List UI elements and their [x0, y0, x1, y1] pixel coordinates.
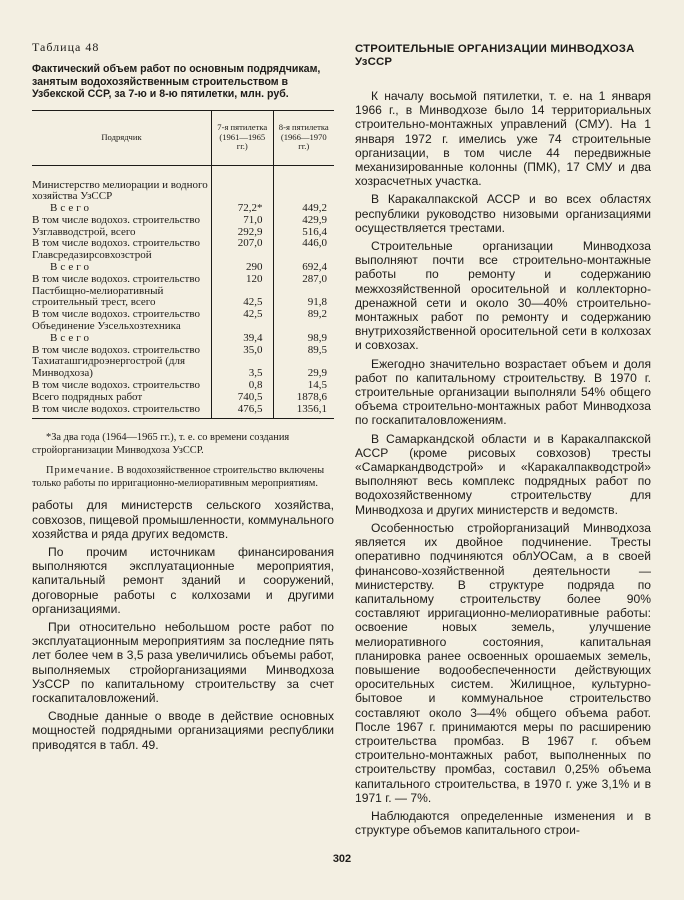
- right-paragraph: В Самаркандской области и в Каракалпакской АССР (кроме рисовых совхозов) тресты «Самаркандводстрой» и «Каракалпакводстрой» выполняют весь комплекс подрядных работ по водохозяйственному строительству для Минводхоза и других министерств и ведомств.: [355, 431, 651, 517]
- row-value-plan-7: 0,8: [212, 380, 274, 392]
- row-contractor: Министерство мелиорации и водного хозяйства УзССР: [32, 178, 208, 203]
- table-row: [32, 333, 334, 345]
- table-row: [32, 356, 334, 380]
- table-row: [32, 180, 334, 204]
- row-value-plan-7: [212, 321, 274, 333]
- row-contractor: В том числе водохоз. строительство: [32, 379, 200, 392]
- row-contractor: В том числе водохоз. строительство: [32, 237, 200, 250]
- row-value-plan-8: 516,4: [302, 225, 327, 238]
- table-footnote: *За два года (1964—1965 гг.), т. е. со времени создания стройорганизации Минводхоза УзССР.: [32, 432, 290, 457]
- right-paragraph: Наблюдаются определенные изменения и в структуре объемов капитального строи-: [355, 808, 651, 838]
- row-contractor: В том числе водохоз. строительство: [32, 308, 200, 321]
- right-paragraph: Особенностью стройорганизаций Минводхоза является их двойное подчинение. Тресты оперативно подчиняются облУОСам, а в своей финансово-хозяйственной деятельности — министерству. В структуре подряда по капитальному строительству более 90% составляют ирригационно-мелиоративные работы: освоение новых земель, улучшение мелиоративного состояния, капитальная планировка ранее освоенных орошаемых земель, повышение водообеспеченности действующих оросительных систем. Жилищное, культурно-бытовое и коммунальное строительство составляют около 3—4% общего объема работ. После 1967 г. принимаются меры по расширению строительства промбаз. В 1967 г. объем строительно-монтажных работ, выполненных по строительству промбаз, составил 0,25% объема капитального строительства, в 1970 г. уже 3,1% и в 1971 г. — 7%.: [355, 520, 651, 805]
- table-note: [32, 465, 334, 490]
- row-contractor: Всего: [50, 202, 92, 215]
- row-contractor: В том числе водохоз. строительство: [32, 272, 200, 285]
- right-paragraph: К началу восьмой пятилетки, т. е. на 1 января 1966 г., в Минводхозе было 14 территориальных строительно-монтажных управлений (СМУ). На 1 января 1972 г. имелись уже 74 строительные организации, в том числе 44 передвижные механизированные колонны (ПМК), 17 СМУ и два хозрасчетных участка.: [355, 89, 651, 189]
- row-value-plan-8: 1356,1: [273, 404, 334, 419]
- right-paragraph: Строительные организации Минводхоза выполняют почти все строительно-монтажные работы по ремонту и содержанию межхозяйственной оросительной и коллекторно-дренажной сети и около 30—40% строительно-монтажных работ по ремонту и содержанию внутрихозяйственной оросительной сети в колхозах и совхозах.: [355, 239, 651, 353]
- row-contractor: Узглавводстрой, всего: [32, 225, 136, 238]
- row-contractor: Главсредазирсовхозстрой: [32, 249, 152, 262]
- note-label: Примечание.: [46, 465, 115, 477]
- note-text: В водохозяйственное строительство включены только работы по ирригационно-мелиоративным мероприятиям.: [32, 465, 325, 489]
- header-plan-8: 8-я пятилетка (1966—1970 гг.): [273, 110, 334, 165]
- row-value-plan-7: 39,4: [212, 333, 274, 345]
- row-contractor: Объединение Узсельхозтехника: [32, 320, 181, 333]
- row-contractor: В том числе водохоз. строительство: [32, 404, 212, 419]
- row-value-plan-7: 207,0: [212, 238, 274, 250]
- row-value-plan-8: 446,0: [302, 237, 327, 250]
- left-body-text: [32, 498, 334, 751]
- left-column: [32, 40, 334, 756]
- left-paragraph: Сводные данные о вводе в действие основных мощностей подрядными организациями республики приводятся в табл. 49.: [32, 709, 334, 752]
- table-number: Таблица 48: [32, 40, 100, 54]
- row-value-plan-7: 292,9: [212, 227, 274, 239]
- table-row: [32, 404, 334, 419]
- table-spacer-row: [32, 165, 334, 180]
- row-contractor: Всего подрядных работ: [32, 390, 143, 403]
- right-body-text: [355, 89, 651, 837]
- row-value-plan-7: 290: [212, 262, 274, 274]
- row-value-plan-8: 692,4: [302, 261, 327, 274]
- row-contractor: Всего: [50, 261, 92, 274]
- table-row: [32, 274, 334, 286]
- right-paragraph: В Каракалпакской АССР и во всех областях республики руководство низовыми организациями осуществляется трестами.: [355, 192, 651, 235]
- table-row: [32, 392, 334, 404]
- row-value-plan-7: 42,5: [212, 309, 274, 321]
- row-contractor: Пастбищно-мелиоративный строительный трест, всего: [32, 284, 164, 309]
- table-body: [32, 165, 334, 419]
- row-value-plan-7: 42,5: [212, 286, 274, 310]
- row-value-plan-8: 89,5: [307, 343, 327, 356]
- row-value-plan-7: [212, 250, 274, 262]
- left-paragraph: работы для министерств сельского хозяйства, совхозов, пищевой промышленности, коммунального хозяйства и ряда других ведомств.: [32, 498, 334, 541]
- row-value-plan-8: 14,5: [307, 379, 327, 392]
- row-value-plan-8: 429,9: [302, 213, 327, 226]
- row-value-plan-8: 91,8: [307, 296, 327, 309]
- row-value-plan-8: 89,2: [307, 308, 327, 321]
- left-paragraph: При относительно небольшом росте работ по эксплуатационным мероприятиям за последние пять лет более чем в 3,5 раза увеличились объемы работ, выполняемых стройорганизациями Минводхоза УзССР по капитальному строительству за счет госкапиталовложений.: [32, 620, 334, 706]
- section-title: СТРОИТЕЛЬНЫЕ ОРГАНИЗАЦИИ МИНВОДХОЗА УзССР: [355, 43, 635, 68]
- header-plan-7: 7-я пятилетка (1961—1965 гг.): [212, 110, 274, 165]
- row-value-plan-8: [273, 180, 334, 204]
- row-contractor: В том числе водохоз. строительство: [32, 213, 200, 226]
- header-contractor: Подрядчик: [32, 110, 212, 165]
- right-column: [355, 40, 651, 841]
- contractors-table: [32, 110, 334, 420]
- row-value-plan-7: 35,0: [212, 345, 274, 357]
- table-caption: Фактический объем работ по основным подрядчикам, занятым водохозяйственным строительством в Узбекской ССР, за 7-ю и 8-ю пятилетки, млн. руб.: [32, 63, 321, 100]
- row-value-plan-7: 3,5: [212, 356, 274, 380]
- right-paragraph: Ежегодно значительно возрастает объем и доля работ по капитальному строительству. В 1970 г. строительные организации выполняли 54% общего объема строительно-монтажных работ Минводхоза по госкапиталовложениям.: [355, 356, 651, 428]
- row-value-plan-8: 449,2: [302, 202, 327, 215]
- page-number: 302: [332, 853, 352, 865]
- row-value-plan-7: [212, 180, 274, 204]
- row-value-plan-7: 120: [212, 274, 274, 286]
- row-contractor: В том числе водохоз. строительство: [32, 343, 200, 356]
- row-value-plan-8: 29,9: [307, 367, 327, 380]
- row-value-plan-8: 98,9: [307, 331, 327, 344]
- table-row: [32, 215, 334, 227]
- row-contractor: Тахиаташгидроэнергострой (для Минводхоза): [32, 355, 186, 380]
- row-value-plan-7: 740,5: [212, 392, 274, 404]
- table-row: [32, 286, 334, 310]
- table-header-row: [32, 110, 334, 165]
- row-contractor: Всего: [50, 331, 92, 344]
- row-value-plan-8: 1878,6: [296, 390, 327, 403]
- row-value-plan-8: 287,0: [302, 272, 327, 285]
- left-paragraph: По прочим источникам финансирования выполняются эксплуатационные мероприятия, капитальный ремонт зданий и сооружений, договорные работы с колхозами и другими организациями.: [32, 545, 334, 616]
- row-value-plan-7: 72,2*: [212, 203, 274, 215]
- row-value-plan-7: 71,0: [212, 215, 274, 227]
- row-value-plan-7: 476,5: [212, 404, 274, 419]
